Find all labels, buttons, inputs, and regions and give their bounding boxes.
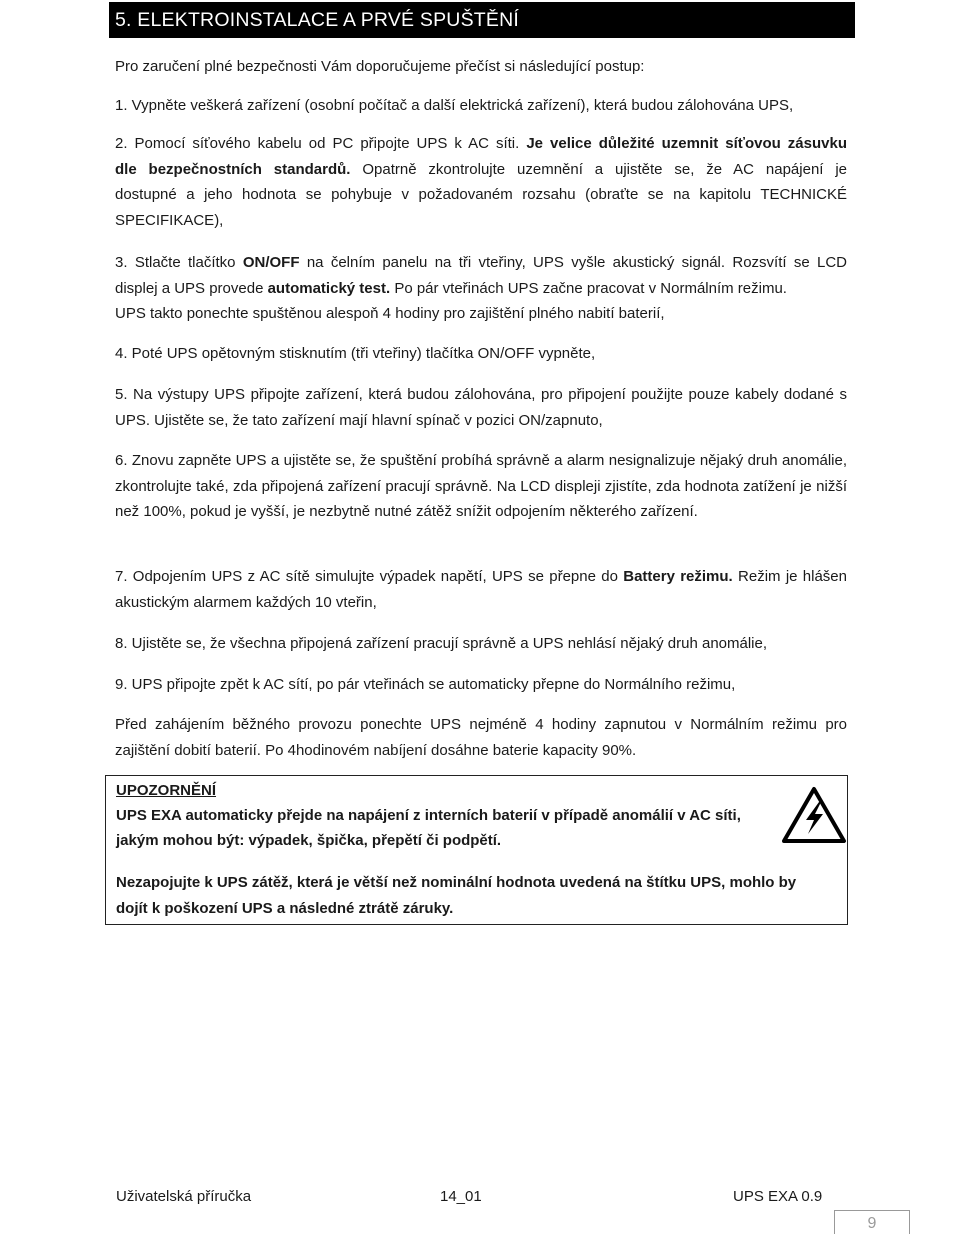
step-2-line-3: dostupné a jeho hodnota se pohybuje v požadovaném rozsahu (obraťte se na kapitolu TECHNICKÉ [115, 186, 847, 203]
warning-box [105, 775, 848, 925]
final-note: Před zahájením běžného provozu ponechte UPS nejméně 4 hodiny zapnutou v Normálním režimu pro zajištění dobití baterií. Po 4hodinovém nabíjení dosáhne baterie kapacity 90%. [115, 716, 847, 759]
step-3 [115, 250, 847, 327]
footer-version-code: 14_01 [440, 1188, 482, 1205]
step-2-line-1: 2. Pomocí síťového kabelu od PC připojte UPS k AC síti. Je velice důležité uzemnit síťovou zásuvku [115, 135, 848, 152]
section-header: 5. ELEKTROINSTALACE A PRVÉ SPUŠTĚNÍ [109, 2, 855, 38]
step-2-line-2: dle bezpečnostních standardů. Opatrně zkontrolujte uzemnění a ujistěte se, že AC napájení je [115, 160, 848, 178]
warning-line-2: jakým mohou být: výpadek, špička, přepětí či podpětí. [116, 832, 502, 849]
intro-text: Pro zaručení plné bezpečnosti Vám doporučujeme přečíst si následující postup: [115, 58, 645, 75]
footer-product-name: UPS EXA 0.9 [733, 1188, 823, 1205]
step-4: 4. Poté UPS opětovným stisknutím (tři vteřiny) tlačítka ON/OFF vypněte, [115, 345, 596, 362]
step-7: 7. Odpojením UPS z AC sítě simulujte výpadek napětí, UPS se přepne do Battery režimu. Režim je hlášen akustickým alarmem každých 10 vteřin, [115, 568, 847, 611]
high-voltage-warning-icon [781, 786, 847, 844]
warning-line-1: UPS EXA automaticky přejde na napájení z interních baterií v případě anomálií v AC síti, [116, 807, 741, 824]
footer-manual-name: Uživatelská příručka [116, 1188, 252, 1205]
step-3-line-3: UPS takto ponechte spuštěnou alespoň 4 hodiny pro zajištění plného nabití baterií, [115, 305, 665, 322]
warning-line-3: Nezapojujte k UPS zátěž, která je větší než nominální hodnota uvedená na štítku UPS, mohlo by [116, 874, 797, 891]
step-3-line-2: displej a UPS provede automatický test. Po pár vteřinách UPS začne pracovat v Normálním režimu. [115, 279, 787, 297]
step-6: 6. Znovu zapněte UPS a ujistěte se, že spuštění probíhá správně a alarm nesignalizuje nějaký druh anomálie, zkontrolujte také, zda připojená zařízení pracují správně. Na LCD displeji zjistíte, zda hodnota zatížení je nižší než 100%, pokud je vyšší, je nezbytně nutné zátěž snížit odpojením některého zařízení. [115, 452, 847, 520]
warning-title: UPOZORNĚNÍ [116, 782, 217, 799]
step-8: 8. Ujistěte se, že všechna připojená zařízení pracují správně a UPS nehlásí nějaký druh anomálie, [115, 635, 768, 652]
step-2-line-4: SPECIFIKACE), [115, 211, 224, 229]
page-number: 9 [834, 1210, 910, 1234]
step-9: 9. UPS připojte zpět k AC sítí, po pár vteřinách se automaticky přepne do Normálního režimu, [115, 676, 736, 693]
step-1: 1. Vypněte veškerá zařízení (osobní počítač a další elektrická zařízení), která budou zálohována UPS, [115, 97, 794, 114]
step-5: 5. Na výstupy UPS připojte zařízení, která budou zálohována, pro připojení použijte pouze kabely dodané s UPS. Ujistěte se, že tato zařízení mají hlavní spínač v pozici ON/zapnuto, [115, 386, 847, 429]
step-2 [115, 131, 847, 233]
warning-line-4: dojít k poškození UPS a následné ztrátě záruky. [116, 900, 454, 917]
step-3-line-1: 3. Stlačte tlačítko ON/OFF na čelním panelu na tři vteřiny, UPS vyšle akustický signál. Rozsvítí se LCD [115, 254, 848, 271]
